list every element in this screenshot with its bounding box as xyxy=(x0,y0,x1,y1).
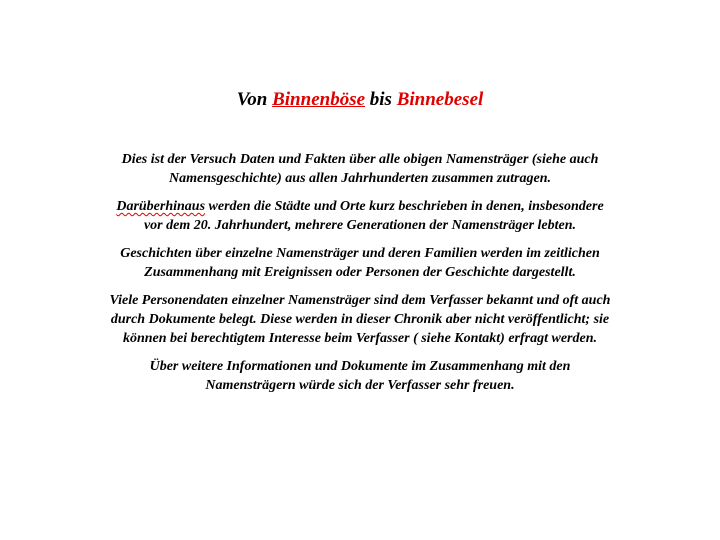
spellcheck-word: Darüberhinaus xyxy=(116,199,206,214)
paragraph-line: vor dem 20. Jahrhundert, mehrere Generationen der Namensträger lebten. xyxy=(143,218,577,233)
paragraph-1 xyxy=(40,150,680,188)
paragraph-line: Geschichten über einzelne Namensträger und deren Familien werden im zeitlichen xyxy=(120,246,600,261)
paragraph-5 xyxy=(40,357,680,395)
title-name-binnenboese: Binnenböse xyxy=(272,89,366,110)
paragraph-3 xyxy=(40,244,680,282)
paragraph-line: Namensgeschichte) aus allen Jahrhunderten zusammen zutragen. xyxy=(169,171,551,186)
paragraph-line xyxy=(40,197,680,216)
paragraph-line: Namensträgern würde sich der Verfasser sehr freuen. xyxy=(205,378,515,393)
paragraph-line: Dies ist der Versuch Daten und Fakten über alle obigen Namensträger (siehe auch xyxy=(121,152,599,167)
paragraph-4 xyxy=(40,291,680,348)
paragraph-line: Zusammenhang mit Ereignissen oder Personen der Geschichte dargestellt. xyxy=(144,265,576,280)
title-prefix: Von xyxy=(236,89,273,110)
paragraph-line: können bei berechtigtem Interesse beim Verfasser ( siehe Kontakt) erfragt werden. xyxy=(122,331,598,346)
page-title xyxy=(0,88,720,112)
paragraph-2 xyxy=(40,197,680,235)
paragraph-line: Viele Personendaten einzelner Namensträger sind dem Verfasser bekannt und oft auch xyxy=(109,293,611,308)
title-middle: bis xyxy=(365,89,397,110)
paragraph-line: Über weitere Informationen und Dokumente im Zusammenhang mit den xyxy=(149,359,571,374)
title-name-binnebesel: Binnebesel xyxy=(396,89,484,110)
paragraph-line-rest: werden die Städte und Orte kurz beschrieben in denen, insbesondere xyxy=(205,199,604,214)
intro-text xyxy=(40,150,680,404)
paragraph-line: durch Dokumente belegt. Diese werden in dieser Chronik aber nicht veröffentlicht; sie xyxy=(110,312,610,327)
